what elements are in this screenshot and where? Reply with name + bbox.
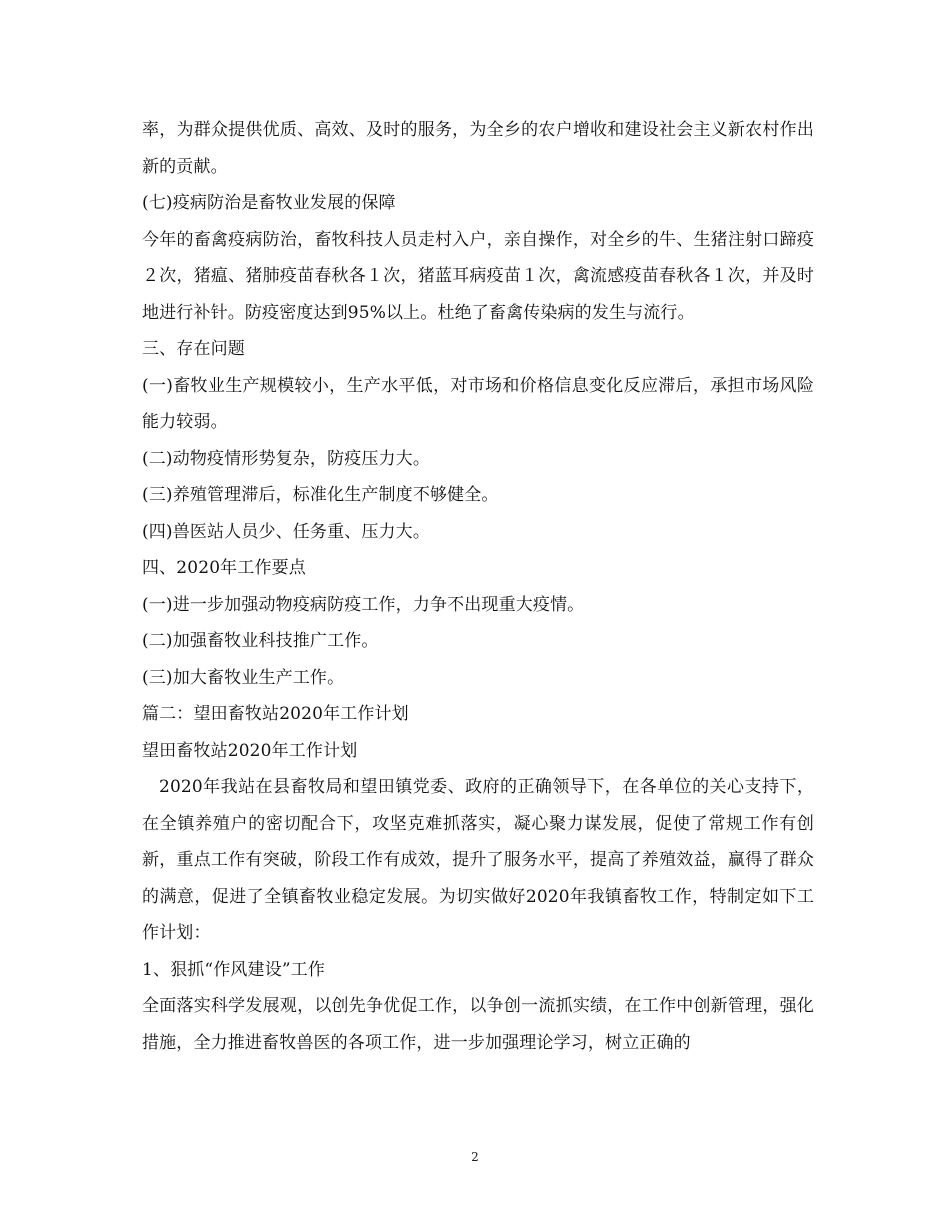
document-body [142,112,814,1061]
section-heading-problems: 三、存在问题 [142,339,245,359]
paragraph-introduction: 2020年我站在县畜牧局和望田镇党委、政府的正确领导下，在各单位的关心支持下，在全镇养殖户的密切配合下，攻坚克难抓落实，凝心聚力谋发展，促使了常规工作有创新，重点工作有突破，阶段工作有成效，提升了服务水平，提高了养殖效益，赢得了群众的满意，促进了全镇畜牧业稳定发展。为切实做好2020年我镇畜牧工作，特制定如下工作计划： [142,777,814,943]
problem-item-4: (四)兽医站人员少、任务重、压力大。 [142,521,430,542]
section-heading-disease-prevention: (七)疫病防治是畜牧业发展的保障 [142,193,396,213]
work-point-item-2: (二)加强畜牧业科技推广工作。 [142,631,379,651]
problem-item-1: (一)畜牧业生产规模较小，生产水平低，对市场和价格信息变化反应滞后，承担市场风险能力较弱。 [142,375,814,432]
section-heading-work-style: 1、狠抓“作风建设”工作 [142,959,325,980]
work-point-item-3: (三)加大畜牧业生产工作。 [142,667,345,688]
problem-item-3: (三)养殖管理滞后，标准化生产制度不够健全。 [142,485,499,505]
section-heading-work-points: 四、2020年工作要点 [142,558,306,578]
page-number: 2 [471,1150,479,1164]
paragraph-continuation: 率，为群众提供优质、高效、及时的服务，为全乡的农户增收和建设社会主义新农村作出新的贡献。 [142,120,814,177]
paragraph-disease-prevention: 今年的畜禽疫病防治，畜牧科技人员走村入户，亲自操作，对全乡的牛、生猪注射口蹄疫２次，猪瘟、猪肺疫苗春秋各１次，猪蓝耳病疫苗１次，禽流感疫苗春秋各１次，并及时地进行补针。防疫密度达到95%以上。杜绝了畜禽传染病的发生与流行。 [142,229,814,323]
paragraph-work-style: 全面落实科学发展观，以创先争优促工作，以争创一流抓实绩，在工作中创新管理，强化措施，全力推进畜牧兽医的各项工作，进一步加强理论学习，树立正确的 [142,996,814,1053]
problem-item-2: (二)动物疫情形势复杂，防疫压力大。 [142,448,430,469]
work-point-item-1: (一)进一步加强动物疫病防疫工作，力争不出现重大疫情。 [142,594,585,615]
article-two-heading: 篇二：望田畜牧站2020年工作计划 [142,704,409,724]
article-two-title: 望田畜牧站2020年工作计划 [142,740,358,761]
